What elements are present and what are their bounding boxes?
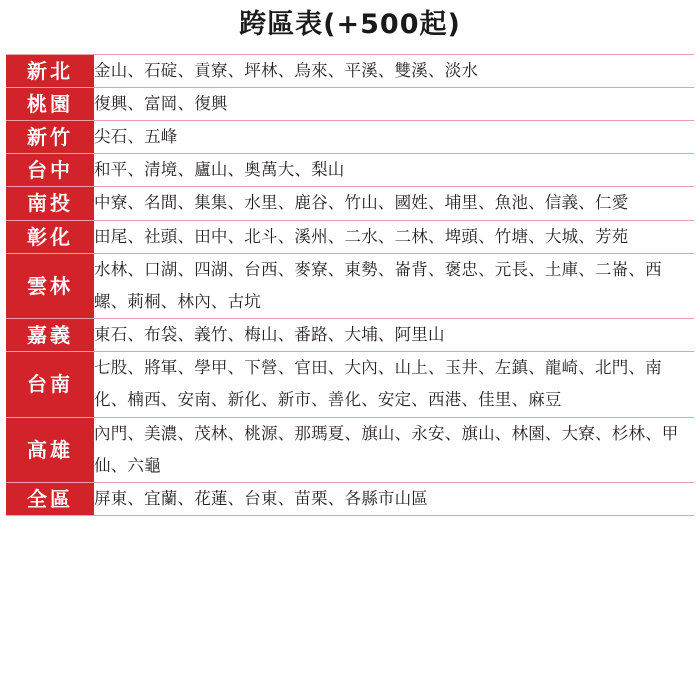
table-row (6, 220, 694, 253)
zone-label: 新北 (6, 54, 94, 87)
table-row (6, 54, 694, 87)
zone-areas: 七股、將軍、學甲、下營、官田、大內、山上、玉井、左鎮、龍崎、北門、南化、楠西、安南、新化、新市、善化、安定、西港、佳里、麻豆 (94, 358, 662, 410)
zone-areas: 田尾、社頭、田中、北斗、溪州、二水、二林、埤頭、竹塘、大城、芳苑 (94, 226, 629, 246)
zone-label: 新竹 (6, 121, 94, 154)
table-row (6, 154, 694, 187)
zone-areas: 尖石、五峰 (94, 127, 178, 147)
zone-label: 南投 (6, 187, 94, 220)
table-row (6, 319, 694, 352)
table-row (6, 253, 694, 318)
zone-label: 台中 (6, 154, 94, 187)
zone-areas: 復興、富岡、復興 (94, 93, 228, 113)
table-row (6, 121, 694, 154)
zone-label: 雲林 (6, 253, 94, 318)
table-row (6, 87, 694, 120)
zone-areas: 金山、石碇、貢寮、坪林、烏來、平溪、雙溪、淡水 (94, 60, 479, 80)
zone-label: 高雄 (6, 417, 94, 482)
zone-label: 彰化 (6, 220, 94, 253)
zone-areas: 水林、口湖、四湖、台西、麥寮、東勢、崙背、褒忠、元長、土庫、二崙、西螺、莿桐、林內、古坑 (94, 259, 662, 311)
table-row (6, 187, 694, 220)
zone-areas: 內門、美濃、茂林、桃源、那瑪夏、旗山、永安、旗山、林園、大寮、杉林、甲仙、六龜 (94, 423, 679, 475)
zone-table-wrapper (0, 54, 700, 700)
page-title: 跨區表(+500起) (239, 9, 461, 40)
zone-areas: 屏東、宜蘭、花蓮、台東、苗栗、各縣市山區 (94, 488, 428, 508)
zone-areas: 東石、布袋、義竹、梅山、番路、大埔、阿里山 (94, 325, 445, 345)
zone-label: 桃園 (6, 87, 94, 120)
zone-table (6, 54, 694, 516)
table-row (6, 482, 694, 515)
zone-areas: 中寮、名間、集集、水里、鹿谷、竹山、國姓、埔里、魚池、信義、仁愛 (94, 193, 629, 213)
zone-label: 嘉義 (6, 319, 94, 352)
table-row (6, 417, 694, 482)
zone-label: 全區 (6, 482, 94, 515)
table-row (6, 352, 694, 417)
zone-areas: 和平、清境、廬山、奧萬大、梨山 (94, 160, 345, 180)
zone-label: 台南 (6, 352, 94, 417)
